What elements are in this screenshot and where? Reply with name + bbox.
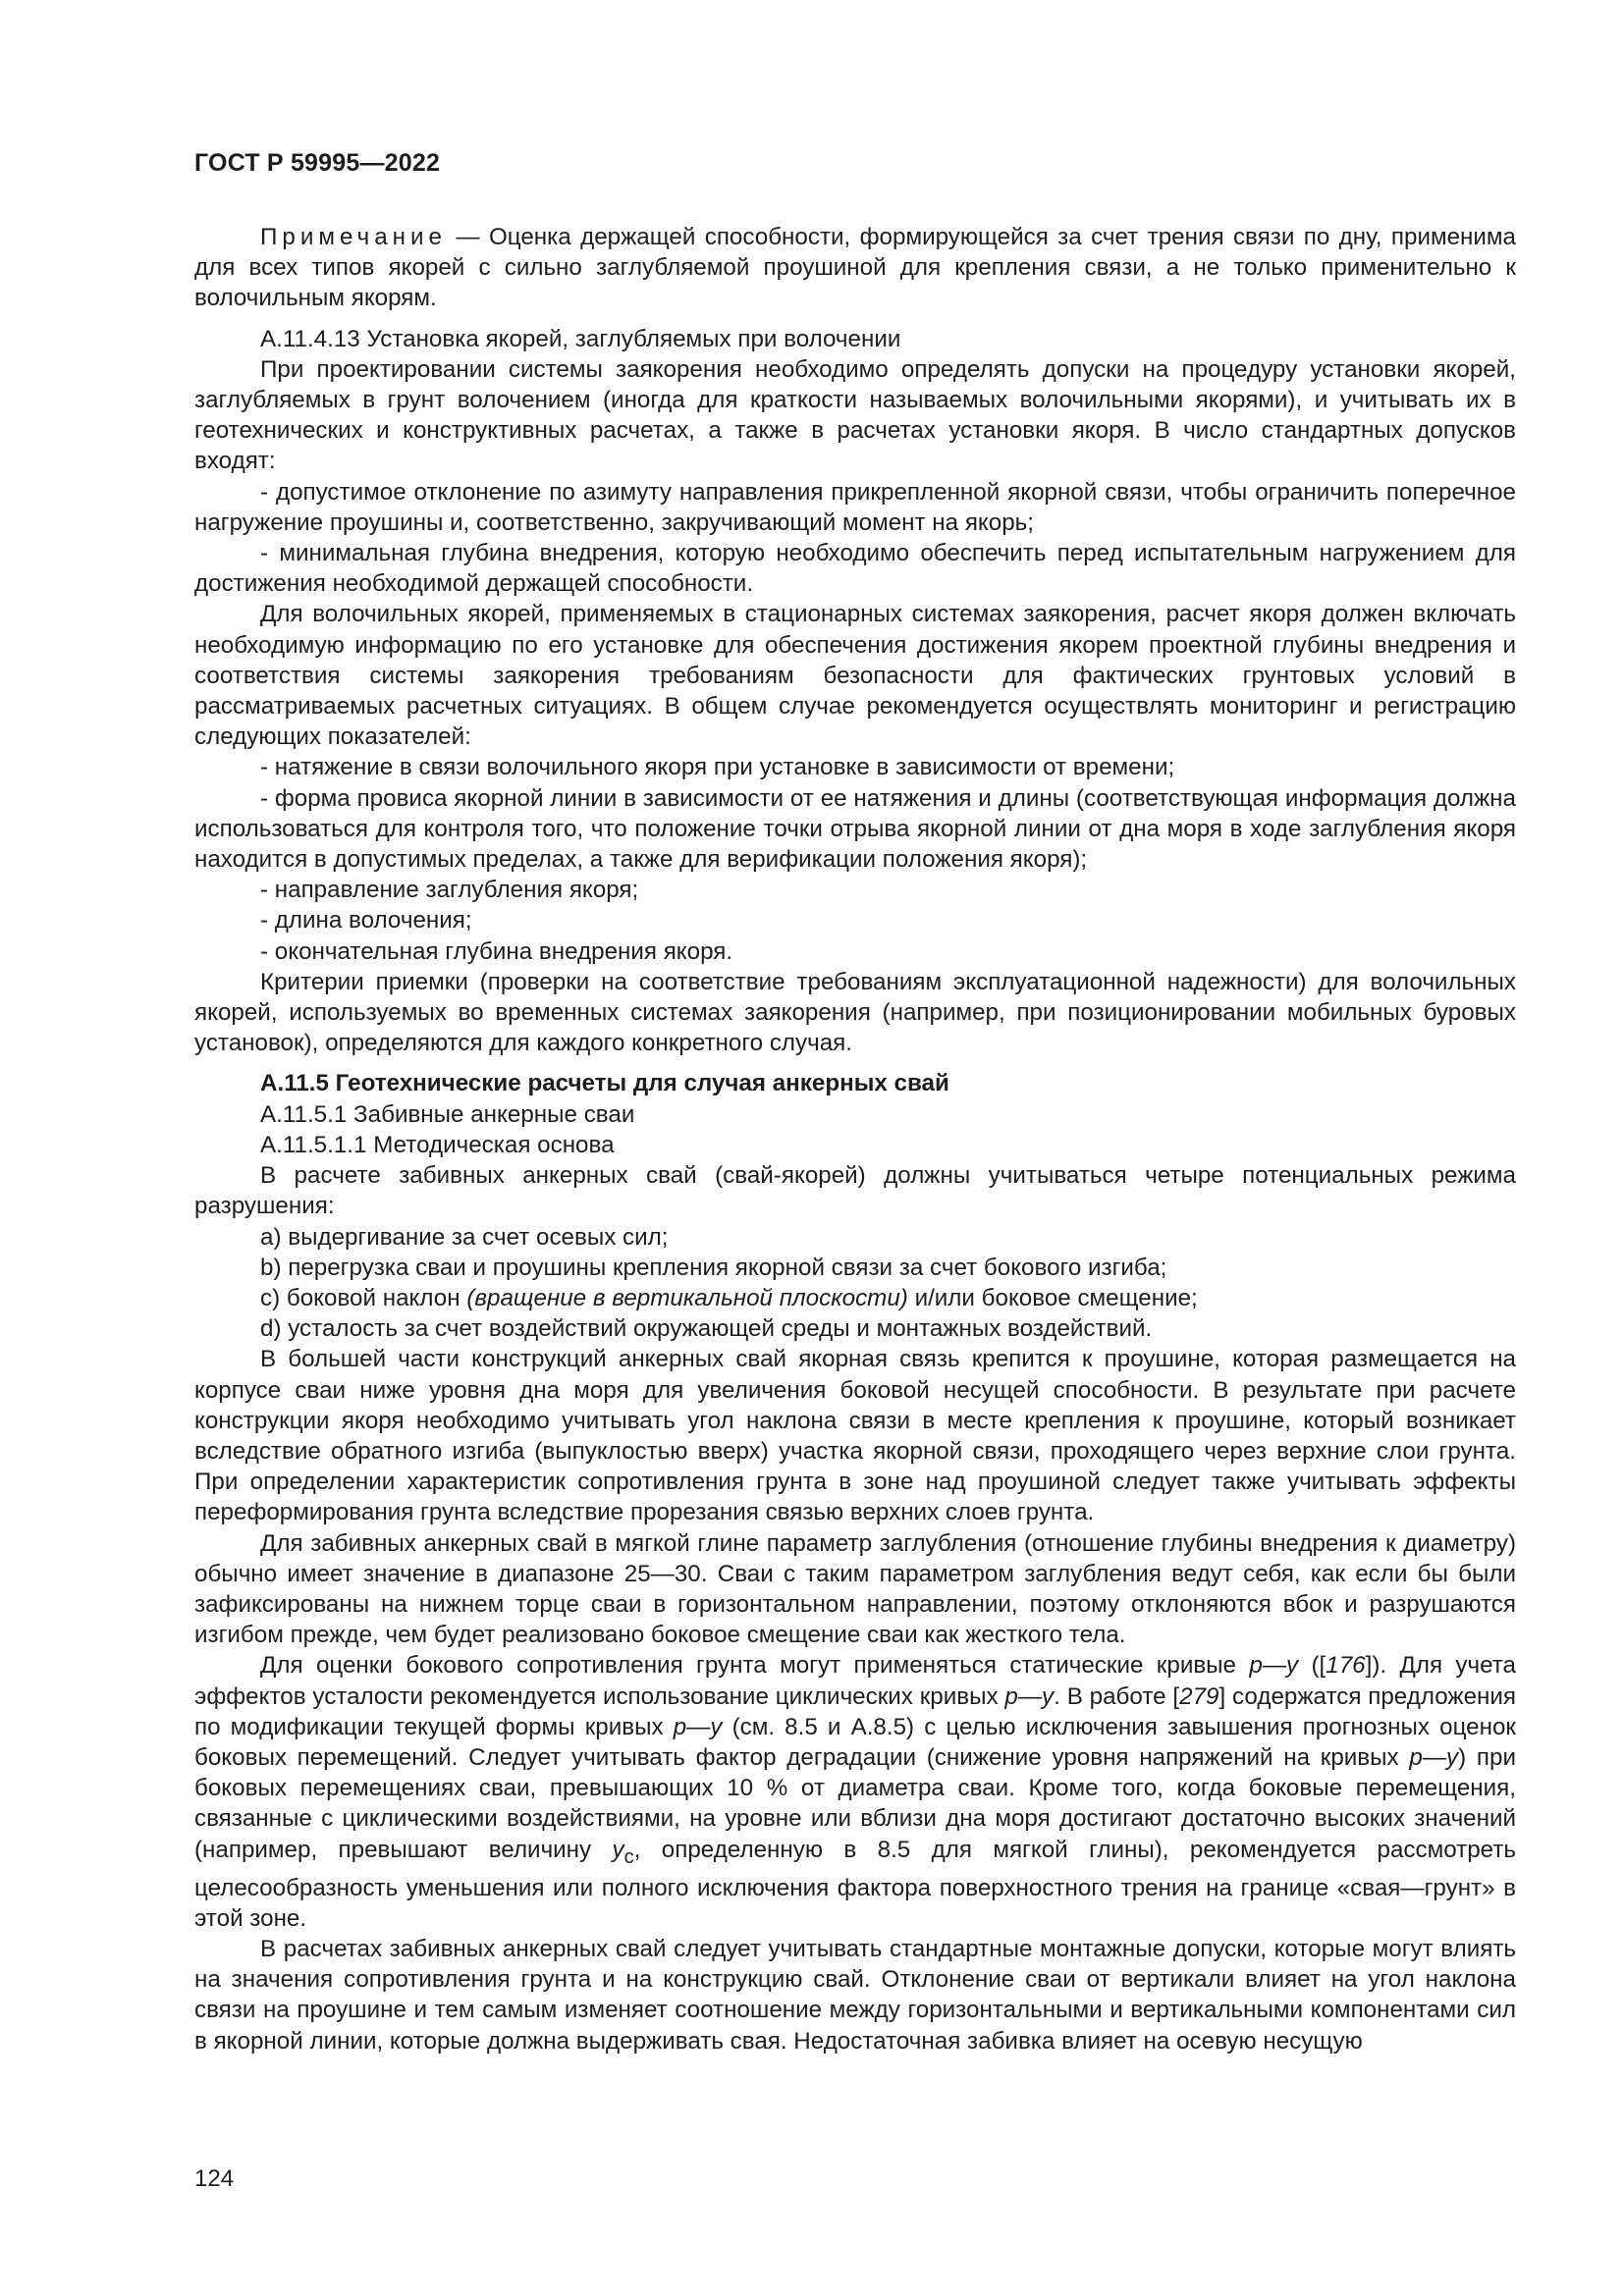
formula-subscript: c (623, 1845, 634, 1868)
document-header: ГОСТ Р 59995—2022 (194, 149, 441, 177)
list-item-italic: (вращение в вертикальной плоскости) (466, 1284, 908, 1311)
note-text: — Оценка держащей способности, формирующейся за счет трения связи по дну, применима для всех типов якорей с сильно заглубляемой проушиной для крепления связи, а не только применительно к волочильным якорям. (194, 224, 1516, 312)
list-item: а) выдергивание за счет осевых сил; (260, 1223, 669, 1251)
formula-variable: y (612, 1836, 624, 1863)
paragraph: Для оценки бокового сопротивления грунта могут применяться статические кривые p—y ([176]). Для учета эффектов усталости рекомендуется использование циклических кривых p—y. В работе [279] содержатся предложения по модификации текущей формы кривых p—y (см. 8.5 и А.8.5) с целью исключения завышения прогнозных оценок боковых перемещений. Следует учитывать фактор деградации (снижение уровня напряжений на кривых p—y) при боковых перемещениях сваи, превышающих 10 % от диаметра сваи. Кроме того, когда боковые перемещения, связанные с циклическими воздействиями, на уровне или вблизи дна моря достигают достаточно высоких значений (например, превышают величину $y_c$, определенную в 8.5 для мягкой глины), рекомендуется рассмотреть целесообразность уменьшения или полного исключения фактора поверхностного трения на границе «свая—грунт» в этой зоне. (194, 1652, 1517, 1932)
subsection-title: А.11.5.1.1 Методическая основа (260, 1131, 615, 1158)
paragraph: Критерии приемки (проверки на соответствие требованиям эксплуатационной надежности) для волочильных якорей, используемых во временных системах заякорения (например, при позиционировании мобильных буровых установок), определяются для каждого конкретного случая. (194, 968, 1516, 1057)
reference: 279 (1179, 1682, 1219, 1710)
paragraph: Для забивных анкерных свай в мягкой глине параметр заглубления (отношение глубины внедрения к диаметру) обычно имеет значение в диапазоне 25—30. Сваи с таким параметром заглубления ведут себя, как если бы были зафиксированы на нижнем торце сваи в горизонтальном направлении, поэтому отклоняются вбок и разрушаются изгибом прежде, чем будет реализовано боковое смещение сваи как жесткого тела. (194, 1529, 1516, 1649)
formula-term: p—y (1409, 1743, 1459, 1771)
list-item: - натяжение в связи волочильного якоря при установке в зависимости от времени; (260, 754, 1175, 781)
page-number: 124 (194, 2165, 235, 2192)
list-item: - форма провиса якорной линии в зависимости от ее натяжения и длины (соответствующая информация должна использоваться для контроля того, что положение точки отрыва якорной линии от дна моря в ходе заглубления якоря находится в допустимых пределах, а также для верификации положения якоря); (194, 784, 1516, 874)
note-label: Примечание (260, 224, 447, 250)
list-item: - окончательная глубина внедрения якоря. (260, 937, 733, 965)
list-item-text: c) боковой наклон (260, 1284, 467, 1311)
list-item (194, 1283, 1516, 1313)
paragraph: При проектировании системы заякорения необходимо определять допуски на процедуру установки якорей, заглубляемых в грунт волочением (иногда для краткости называемых волочильными якорями), и учитывать их в геотехнических и конструктивных расчетах, а также в расчетах установки якоря. В число стандартных допусков входят: (194, 355, 1516, 475)
paragraph: Для волочильных якорей, применяемых в стационарных системах заякорения, расчет якоря должен включать необходимую информацию по его установке для обеспечения достижения якорем проектной глубины внедрения и соответствия системы заякорения требованиям безопасности для фактических грунтовых условий в рассматриваемых расчетных ситуациях. В общем случае рекомендуется осуществлять мониторинг и регистрацию следующих показателей: (194, 601, 1516, 751)
formula-term: p—y (673, 1713, 723, 1740)
list-item: - длина волочения; (260, 907, 472, 934)
document-body (194, 222, 1516, 2056)
list-item: d) усталость за счет воздействий окружающей среды и монтажных воздействий. (260, 1315, 1153, 1343)
paragraph: В большей части конструкций анкерных свай якорная связь крепится к проушине, которая размещается на корпусе сваи ниже уровня дна моря для увеличения боковой несущей способности. В результате при расчете конструкции якоря необходимо учитывать угол наклона связи в месте крепления к проушине, который возникает вследствие обратного изгиба (выпуклостью вверх) участка якорной связи, проходящего через верхние слои грунта. При определении характеристик сопротивления грунта в зоне над проушиной следует также учитывать эффекты переформирования грунта вследствие прорезания связью верхних слоев грунта. (194, 1346, 1516, 1526)
reference: 176 (1326, 1652, 1366, 1680)
note-paragraph (194, 222, 1516, 314)
subsection-title: А.11.5.1 Забивные анкерные сваи (260, 1100, 635, 1128)
formula-term: p—y (1249, 1652, 1299, 1680)
section-title: А.11.4.13 Установка якорей, заглубляемых при волочении (260, 325, 901, 352)
list-item: - направление заглубления якоря; (260, 877, 639, 904)
list-item: - допустимое отклонение по азимуту направления прикрепленной якорной связи, чтобы ограничить поперечное нагружение проушины и, соответственно, закручивающий момент на якорь; (194, 478, 1516, 536)
section-heading: А.11.5 Геотехнические расчеты для случая анкерных свай (260, 1070, 949, 1097)
list-item-text: и/или боковое смещение; (907, 1284, 1198, 1311)
paragraph: В расчетах забивных анкерных свай следует учитывать стандартные монтажные допуски, которые могут влиять на значения сопротивления грунта и на конструкцию свай. Отклонение сваи от вертикали влияет на угол наклона связи на проушине и тем самым изменяет соотношение между горизонтальными и вертикальными компонентами сил в якорной линии, которые должна выдерживать свая. Недостаточная забивка влияет на осевую несущую (194, 1936, 1516, 2055)
list-item: b) перегрузка сваи и проушины крепления якорной связи за счет бокового изгиба; (260, 1254, 1167, 1281)
formula-term: p—y (1004, 1682, 1055, 1710)
list-item: - минимальная глубина внедрения, которую необходимо обеспечить перед испытательным нагружением для достижения необходимой держащей способности. (194, 540, 1516, 598)
paragraph: В расчете забивных анкерных свай (свай-якорей) должны учитываться четыре потенциальных режима разрушения: (194, 1162, 1516, 1220)
